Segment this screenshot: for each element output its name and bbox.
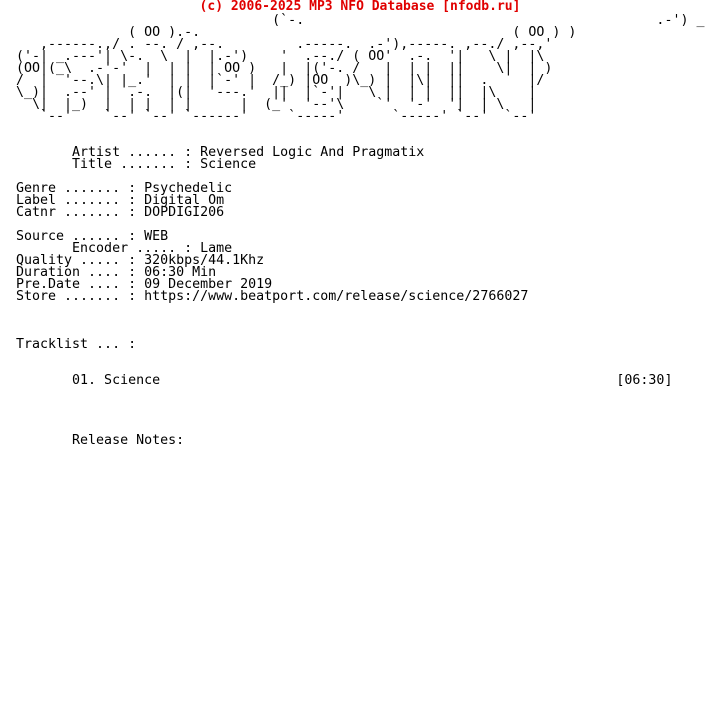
quality-line: Quality ..... : 320kbps/44.1Khz: [16, 253, 265, 268]
title-line: Title ....... : Science: [16, 157, 257, 172]
nfo-content: [16, 15, 704, 447]
genre-line: Genre ....... : Psychedelic: [16, 181, 233, 196]
tracklist-heading: Tracklist ... :: [16, 337, 137, 352]
label-line: Label ....... : Digital Om: [16, 193, 225, 208]
artist-line: Artist ...... : Reversed Logic And Pragmatix: [16, 145, 425, 160]
encoder-line: Encoder ..... : Lame: [16, 241, 233, 256]
source-line: Source ...... : WEB: [16, 229, 169, 244]
copyright-header: (c) 2006-2025 MP3 NFO Database [nfodb.ru]: [199, 0, 521, 14]
predate-line: Pre.Date .... : 09 December 2019: [16, 277, 273, 292]
track-line: 01. Science [06:30]: [16, 373, 673, 388]
release-notes-heading: Release Notes:: [16, 433, 185, 448]
catnr-line: Catnr ....... : DOPDIGI206: [16, 205, 225, 220]
duration-line: Duration .... : 06:30 Min: [16, 265, 217, 280]
ascii-logo: (`-. .-') _ ( OO ).-. ( OO ) ) ,------.,/ . --. / ,--. .-----. .-'),-----. ,--./ ,--,' ('-| _.---'| \-. \ | |.-') ' .--./ ( OO' .-. '| \ | |\ (OO|(_\ .-'-' | | | | OO ) | |('-. / | | | || \| | ) / | '--.\| |_.' | | |`-' | /_) |OO )\_) | |\| || . |/ \_)| .--' | .-. |(| '---.' || |`-'| \ | | | || |\ | \| |_) | | | | | | (_' '--'\ `' '-' '| | \ | `--' `--' `--' `------' `-----' `-----' `--' `--': [16, 13, 705, 124]
store-line: Store ....... : https://www.beatport.com/release/science/2766027: [16, 289, 529, 304]
